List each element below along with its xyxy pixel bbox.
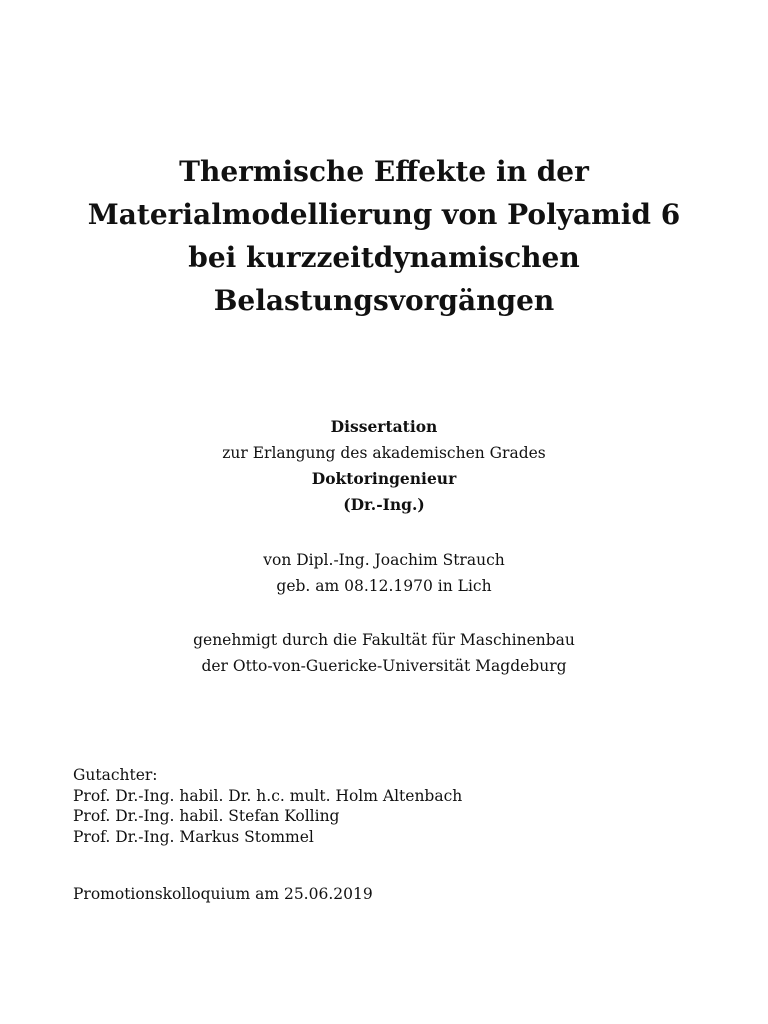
reviewer-name: Prof. Dr.-Ing. habil. Dr. h.c. mult. Holm Altenbach [73,786,463,805]
approval-block [0,627,768,679]
degree-purpose: zur Erlangung des akademischen Grades [222,444,546,462]
title-line: bei kurzzeitdynamischen [188,241,580,274]
author-block [0,547,768,599]
dissertation-block [0,414,768,518]
approval-university: der Otto-von-Guericke-Universität Magdeburg [201,657,567,675]
reviewers-label: Gutachter: [73,766,158,784]
title-line: Belastungsvorgängen [213,284,555,317]
approval-faculty: genehmigt durch die Fakultät für Maschinenbau [193,631,575,649]
title-line: Materialmodellierung von Polyamid 6 [87,198,681,231]
degree-name: Doktoringenieur [311,469,457,488]
reviewer-name: Prof. Dr.-Ing. habil. Stefan Kolling [73,807,340,825]
reviewers-block [73,765,462,847]
author-name: von Dipl.-Ing. Joachim Strauch [263,551,505,569]
reviewer-name: Prof. Dr.-Ing. Markus Stommel [73,827,314,846]
dissertation-title [0,150,768,322]
author-birth: geb. am 08.12.1970 in Lich [276,577,492,595]
colloquium-date: Promotionskolloquium am 25.06.2019 [73,885,373,903]
degree-abbreviation: (Dr.-Ing.) [343,495,425,514]
title-line: Thermische Effekte in der [179,155,589,188]
dissertation-heading: Dissertation [330,417,438,436]
